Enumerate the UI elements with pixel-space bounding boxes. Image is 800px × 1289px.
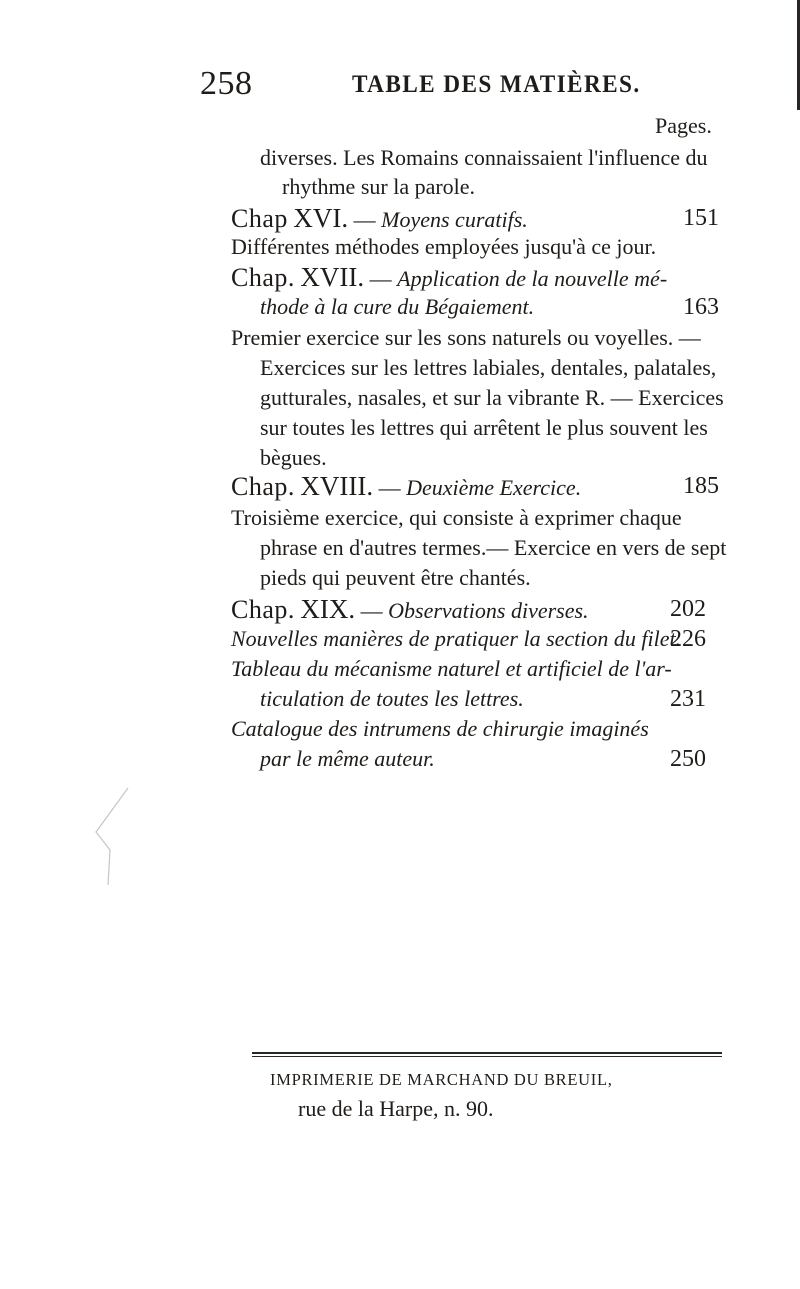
page-ref: 231 (670, 686, 706, 712)
printer-address: rue de la Harpe, n. 90. (298, 1096, 494, 1121)
chapter-dash: — (355, 598, 389, 623)
chapter-label: Chap (231, 204, 288, 233)
chapter-title: Application de la nouvelle mé- (397, 266, 668, 291)
page-number: 258 (200, 65, 253, 102)
toc-entry-chap-18 (231, 471, 581, 503)
toc-text-line: gutturales, nasales, et sur la vibrante R. — Exercices (260, 385, 724, 410)
chapter-number: XVI. (293, 203, 349, 233)
chapter-label: Chap. (231, 472, 295, 501)
page-ref: 226 (670, 626, 706, 652)
chapter-title: Deuxième Exercice. (406, 475, 582, 500)
toc-text-line: Premier exercice sur les sons naturels ou voyelles. — (231, 325, 701, 350)
toc-entry-tableau-cont: ticulation de toutes les lettres. (260, 686, 524, 711)
chapter-dash: — (348, 207, 382, 232)
toc-entry-catalogue: Catalogue des intrumens de chirurgie imaginés (231, 716, 649, 741)
printer-imprint: IMPRIMERIE DE MARCHAND DU BREUIL, (270, 1070, 613, 1089)
chapter-title: Observations diverses. (388, 598, 589, 623)
page-ref: 151 (683, 205, 719, 231)
toc-text-line: Exercices sur les lettres labiales, dentales, palatales, (260, 355, 717, 380)
chapter-number: XVII. (300, 262, 365, 292)
chapter-label: Chap. (231, 263, 295, 292)
toc-entry-chap-19 (231, 594, 589, 626)
chapter-dash: — (373, 475, 407, 500)
pages-column-label: Pages. (655, 113, 712, 138)
page-ref: 202 (670, 596, 706, 622)
toc-text-line: sur toutes les lettres qui arrêtent le plus souvent les (260, 415, 708, 440)
toc-text-line: Différentes méthodes employées jusqu'à ce jour. (231, 234, 657, 259)
toc-text-line: phrase en d'autres termes.— Exercice en vers de sept (260, 535, 727, 560)
page-header (0, 64, 800, 104)
page-ref: 163 (683, 294, 719, 320)
toc-text-line: diverses. Les Romains connaissaient l'influence du (260, 145, 708, 170)
toc-entry-tableau: Tableau du mécanisme naturel et artificiel de l'ar- (231, 656, 672, 681)
toc-entry-chap-16 (231, 203, 528, 235)
chapter-title-cont: thode à la cure du Bégaiement. (260, 294, 535, 319)
toc-text-line: rhythme sur la parole. (282, 174, 476, 199)
toc-text-line: Troisième exercice, qui consiste à exprimer chaque (231, 505, 682, 530)
chapter-label: Chap. (231, 595, 295, 624)
toc-entry-section-du-filet: Nouvelles manières de pratiquer la section du filet. (231, 626, 682, 651)
toc-entry-chap-17 (231, 262, 667, 294)
chapter-dash: — (364, 266, 398, 291)
running-head: TABLE DES MATIÈRES. (352, 71, 641, 98)
printer-rule (252, 1052, 722, 1057)
page-ref: 250 (670, 746, 706, 772)
toc-entry-catalogue-cont: par le même auteur. (260, 746, 435, 771)
chapter-title: Moyens curatifs. (381, 207, 528, 232)
toc-text-line: pieds qui peuvent être chantés. (260, 565, 531, 590)
page-ref: 185 (683, 473, 719, 499)
chapter-number: XIX. (300, 594, 356, 624)
toc-text-line: bègues. (260, 445, 327, 470)
chapter-number: XVIII. (300, 471, 374, 501)
paper-stain-mark (88, 780, 148, 890)
